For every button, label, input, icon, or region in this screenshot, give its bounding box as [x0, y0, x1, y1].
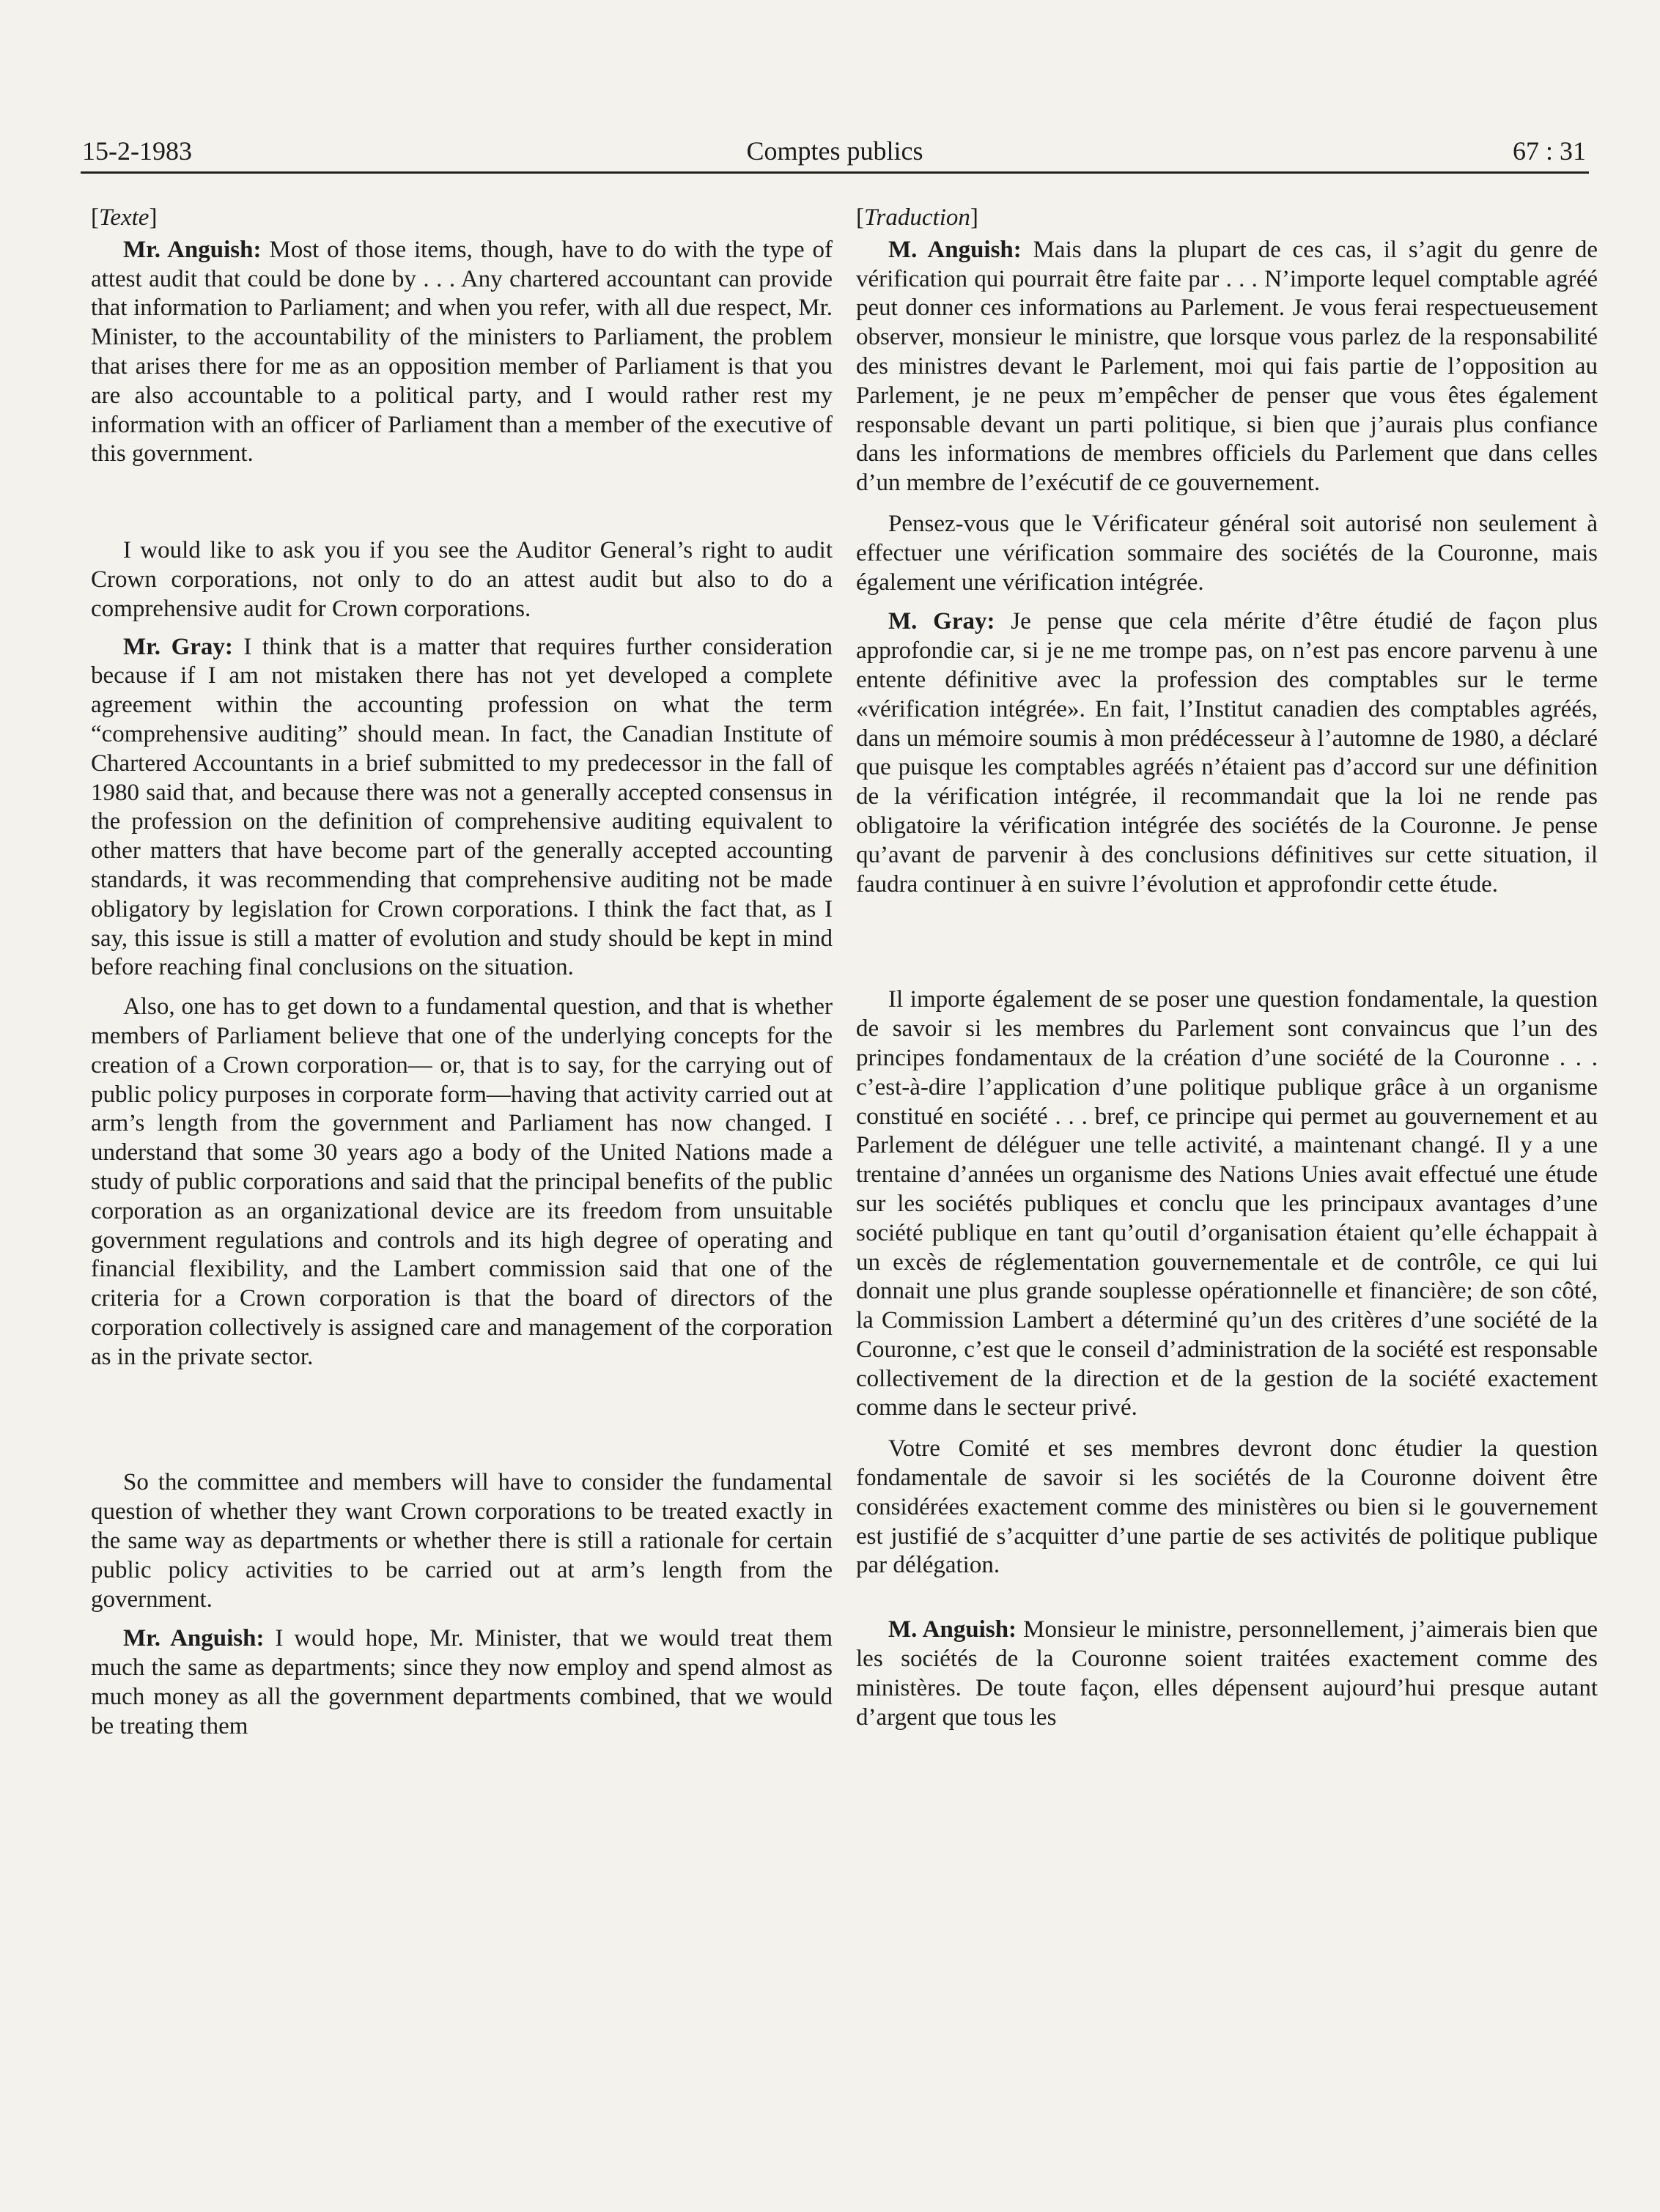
paragraph: Il importe également de se poser une question fondamentale, la question de savoir si les membres du Parlement sont convaincus que l’un des principes fondamentaux de la création d’une société de la Couronne . . . c’est-à-dire l’application d’une politique publique grâce à un organisme constitué en société . . . bref, ce principe qui permet au gouvernement et au Parlement de déléguer une telle activité, a maintenant changé. Il y a une trentaine d’années un organisme des Nations Unies avait effectué une étude sur les sociétés publiques et conclu que les principaux avantages d’une société publique en tant qu’outil d’organisation étaient qu’elle échappait à un excès de réglementation gouvernementale et de contrôle, ce qui lui donnait une plus grande souplesse opérationnelle et financière; de son côté, la Commission Lambert a déterminé qu’un des critères d’une société de la Couronne, c’est que le conseil d’administration de la société est responsable collectivement de la direction et de la gestion de la société exactement comme dans le secteur privé.	[856, 986, 1598, 1421]
speaker-name: Mr. Anguish:	[123, 1625, 265, 1652]
paragraph: Pensez-vous que le Vérificateur général soit autorisé non seulement à effectuer une vérification sommaire des sociétés de la Couronne, mais également une vérification intégrée.	[856, 510, 1598, 596]
speaker-name: Mr. Anguish:	[123, 236, 262, 263]
column-label-texte: [Texte]	[91, 204, 158, 231]
column-label-traduction: [Traduction]	[856, 204, 978, 231]
page-header	[81, 130, 1589, 174]
speaker-name: M. Gray:	[888, 608, 995, 635]
paragraph: Votre Comité et ses membres devront donc étudier la question fondamentale de savoir si les sociétés de la Couronne doivent être considérées exactement comme des ministères ou bien si le gouvernement est justifié de s’acquitter d’une partie de ses activités de politique publique par délégation.	[856, 1435, 1598, 1579]
english-column	[91, 204, 833, 1742]
header-page-number: 67 : 31	[1512, 136, 1586, 166]
french-column	[856, 204, 1598, 1732]
paragraph: M. Anguish: Monsieur le ministre, personnellement, j’aimerais bien que les sociétés de la Couronne soient traitées exactement comme des ministères. De toute façon, elles dépensent aujourd’hui presque autant d’argent que tous les	[856, 1616, 1598, 1731]
paragraph: M. Gray: Je pense que cela mérite d’être étudié de façon plus approfondie car, si je ne me trompe pas, on n’est pas encore parvenu à une entente définitive avec la profession des comptables sur le terme «vérification intégrée». En fait, l’Institut canadien des comptables agréés, dans un mémoire soumis à mon prédécesseur à l’automne de 1980, a déclaré que puisque les comptables agréés n’étaient pas d’accord sur une définition de la vérification intégrée, il recommandait que la loi ne rende pas obligatoire la vérification intégrée des sociétés de la Couronne. Je pense qu’avant de parvenir à des conclusions définitives sur cette situation, il faudra continuer à en suivre l’évolution et approfondir cette étude.	[856, 608, 1598, 898]
paragraph: M. Anguish: Mais dans la plupart de ces cas, il s’agit du genre de vérification qui pourrait être faite par . . . N’importe lequel comptable agréé peut donner ces informations au Parlement. Je vous ferai respectueusement observer, monsieur le ministre, que lorsque vous parlez de la responsabilité des ministres devant le Parlement, moi qui fais partie de l’opposition au Parlement, je ne peux m’empêcher de penser que vous êtes également responsable devant un parti politique, si bien que j’aurais plus confiance dans les informations de membres officiels du Parlement que dans celles d’un membre de l’exécutif de ce gouvernement.	[856, 236, 1598, 497]
speaker-name: M. Anguish:	[888, 1616, 1017, 1643]
paragraph: Mr. Anguish: I would hope, Mr. Minister, that we would treat them much the same as departments; since they now employ and spend almost as much money as all the government departments combined, that we would be treating them	[91, 1625, 833, 1739]
paragraph: I would like to ask you if you see the Auditor General’s right to audit Crown corporations, not only to do an attest audit but also to do a comprehensive audit for Crown corporations.	[91, 537, 833, 622]
paragraph: Also, one has to get down to a fundamental question, and that is whether members of Parliament believe that one of the underlying concepts for the creation of a Crown corporation— or, that is to say, for the carrying out of public policy purposes in corporate form—having that activity carried out at arm’s length from the government and Parliament has now changed. I understand that some 30 years ago a body of the United Nations made a study of public corporations and said that the principal benefits of the public corporation as an organizational device are its freedom from unsuitable government regulations and controls and its high degree of operating and financial flexibility, and the Lambert commission said that one of the criteria for a Crown corporation is that the board of directors of the corporation collectively is assigned care and management of the corporation as in the private sector.	[91, 994, 833, 1370]
speaker-name: Mr. Gray:	[123, 633, 233, 660]
paragraph: So the committee and members will have to consider the fundamental question of whether they want Crown corporations to be treated exactly in the same way as departments or whether there is still a rationale for certain public policy activities to be carried out at arm’s length from the government.	[91, 1469, 833, 1613]
paragraph: Mr. Gray: I think that is a matter that requires further consideration because if I am not mistaken there has not yet developed a complete agreement within the accounting profession on what the term “comprehensive auditing” should mean. In fact, the Canadian Institute of Chartered Accountants in a brief submitted to my predecessor in the fall of 1980 said that, and because there was not a generally accepted consensus in the profession on the definition of comprehensive auditing equivalent to other matters that have become part of the generally accepted accounting standards, it was recommending that comprehensive auditing not be made obligatory by legislation for Crown corporations. I think the fact that, as I say, this issue is still a matter of evolution and study should be kept in mind before reaching final conclusions on the situation.	[91, 633, 833, 981]
paragraph: Mr. Anguish: Most of those items, though, have to do with the type of attest audit that could be done by . . . Any chartered accountant can provide that information to Parliament; and when you refer, with all due respect, Mr. Minister, to the accountability of the ministers to Parliament, the problem that arises there for me as an opposition member of Parliament is that you are also accountable to a political party, and I would rather rest my information with an officer of Parliament than a member of the executive of this government.	[91, 236, 833, 467]
header-title: Comptes publics	[746, 136, 923, 166]
speaker-name: M. Anguish:	[888, 236, 1022, 263]
header-date: 15-2-1983	[82, 136, 192, 166]
